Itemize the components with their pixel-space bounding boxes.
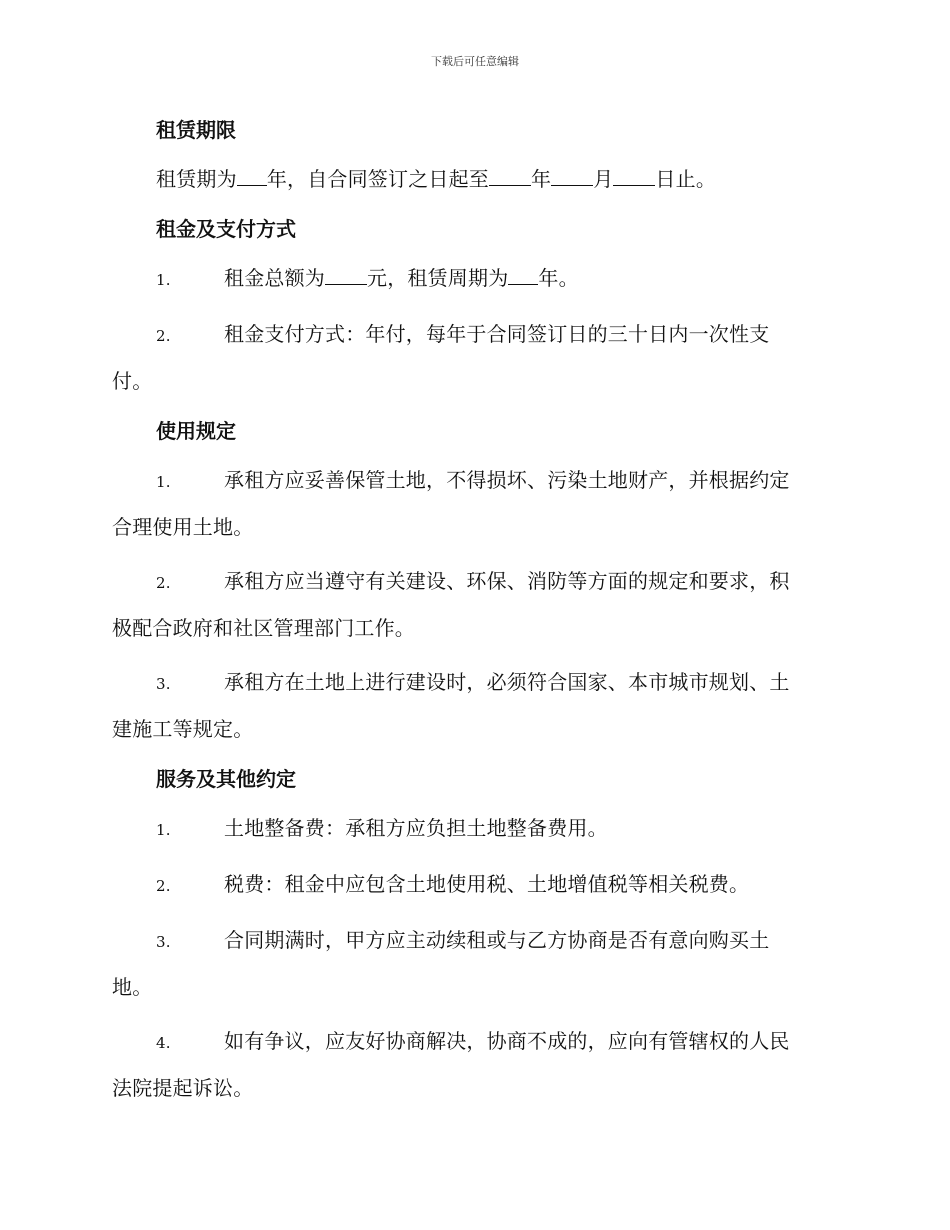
rent-item1-text-a: 租金总额为: [224, 266, 325, 290]
item-number: 2.: [156, 877, 171, 895]
rent-item-2: [112, 312, 832, 404]
item-number: 3.: [156, 933, 171, 951]
section-title-rent: 租金及支付方式: [156, 217, 296, 241]
section-title-service: 服务及其他约定: [156, 767, 296, 791]
term-text-b: 年，自合同签订之日起至: [266, 167, 490, 191]
blank-end-month: [551, 167, 593, 186]
item-number: 1.: [156, 473, 171, 491]
service-item2-line1: 税费：租金中应包含土地使用税、土地增值税等相关税费。: [224, 872, 750, 896]
item-number: 4.: [156, 1034, 171, 1052]
blank-rent-amount: [325, 266, 367, 285]
service-item4-line1: 如有争议，应友好协商解决，协商不成的，应向有管辖权的人民: [224, 1029, 790, 1053]
blank-years: [237, 167, 267, 186]
blank-rent-period: [508, 266, 538, 285]
blank-end-day: [613, 167, 655, 186]
use-item2-line2: 极配合政府和社区管理部门工作。: [112, 616, 415, 640]
service-item-2: [112, 862, 832, 909]
rent-item1-text-c: 年。: [538, 266, 579, 290]
rent-item-1: [112, 256, 832, 303]
service-item1-line1: 土地整备费：承租方应负担土地整备费用。: [224, 816, 608, 840]
section-title-term: 租赁期限: [156, 118, 236, 142]
use-item-2: [112, 559, 832, 651]
use-item1-line2: 合理使用土地。: [112, 515, 254, 539]
header-note: 下载后可任意编辑: [431, 55, 519, 68]
document-body: [112, 112, 832, 1120]
use-item1-line1: 承租方应妥善保管土地，不得损坏、污染土地财产，并根据约定: [224, 468, 790, 492]
service-item-1: [112, 806, 832, 853]
rent-item2-line2: 付。: [112, 369, 153, 393]
term-text-e: 日止。: [655, 167, 717, 191]
use-item2-line1: 承租方应当遵守有关建设、环保、消防等方面的规定和要求，积: [224, 569, 790, 593]
item-number: 2.: [156, 327, 171, 345]
rent-item2-line1: 租金支付方式：年付，每年于合同签订日的三十日内一次性支: [224, 322, 770, 346]
term-text-a: 租赁期为: [156, 167, 237, 191]
service-item3-line2: 地。: [112, 975, 153, 999]
service-item3-line1: 合同期满时，甲方应主动续租或与乙方协商是否有意向购买土: [224, 928, 770, 952]
rent-item1-text-b: 元，租赁周期为: [367, 266, 509, 290]
item-number: 1.: [156, 821, 171, 839]
item-number: 3.: [156, 675, 171, 693]
blank-end-year: [489, 167, 531, 186]
item-number: 2.: [156, 574, 171, 592]
use-item-3: [112, 660, 832, 752]
use-item-1: [112, 458, 832, 550]
service-item-3: [112, 918, 832, 1010]
item-number: 1.: [156, 271, 171, 289]
section-title-use: 使用规定: [156, 419, 236, 443]
term-text-d: 月: [593, 167, 614, 191]
term-paragraph: [112, 157, 832, 202]
term-text-c: 年: [531, 167, 552, 191]
service-item4-line2: 法院提起诉讼。: [112, 1076, 254, 1100]
use-item3-line2: 建施工等规定。: [112, 717, 254, 741]
service-item-4: [112, 1019, 832, 1111]
use-item3-line1: 承租方在土地上进行建设时，必须符合国家、本市城市规划、土: [224, 670, 790, 694]
